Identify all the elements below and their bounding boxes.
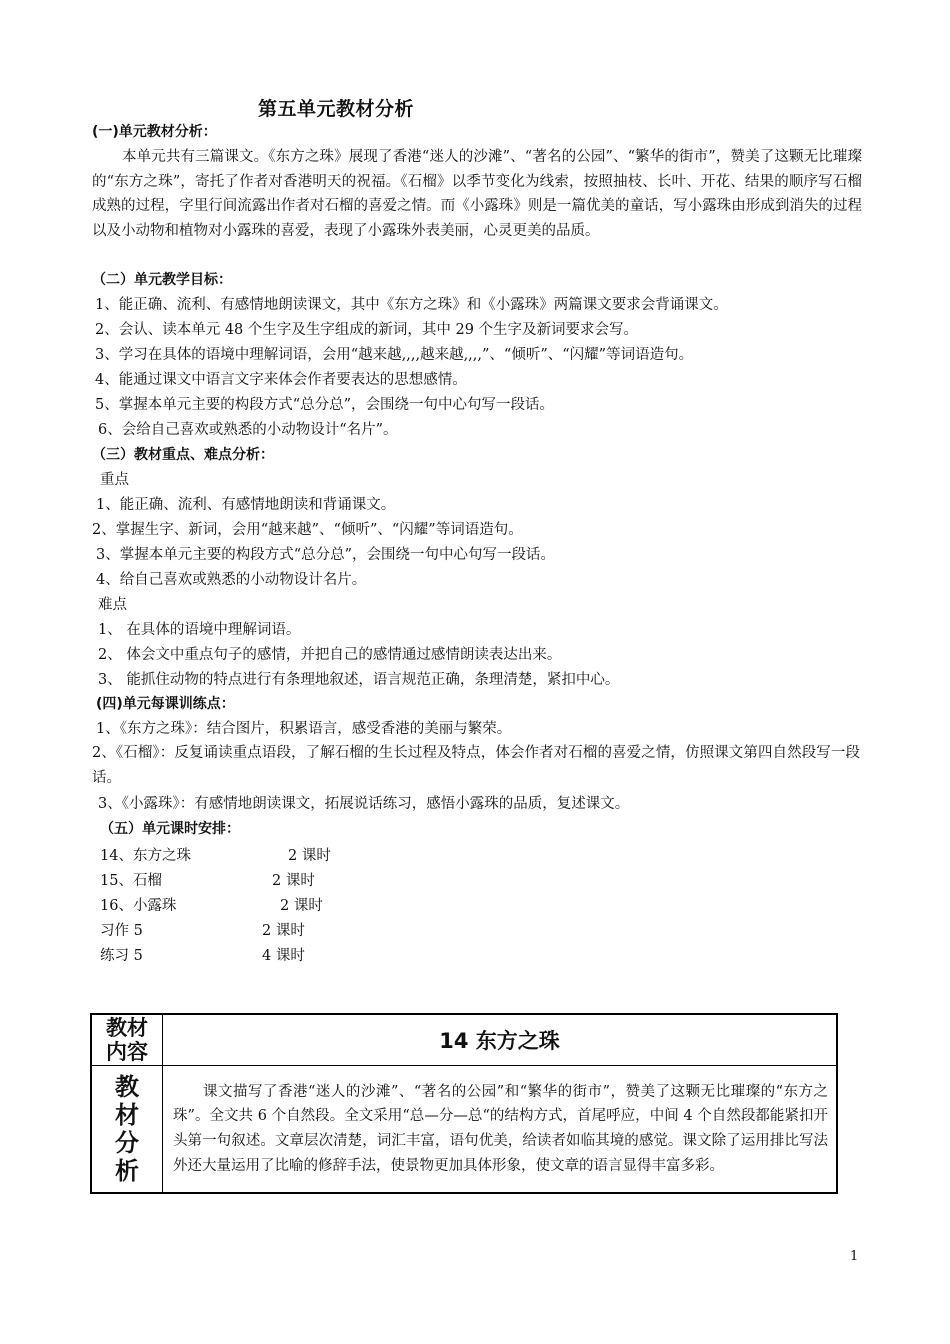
lesson-analysis-table — [90, 1013, 838, 1194]
objective-item: 3、学习在具体的语境中理解词语，会用“越来越,,,,越来越,,,,”、“倾听”、“闪耀”等词语造句。 — [95, 347, 694, 363]
section-heading-3: （三）教材重点、难点分析： — [92, 447, 274, 463]
training-item: 3、《小露珠》：有感情地朗读课文，拓展说话练习，感悟小露珠的品质，复述课文。 — [98, 796, 630, 812]
key-point-item: 1、能正确、流利、有感情地朗读和背诵课文。 — [96, 497, 396, 513]
lesson-title: 14 东方之珠 — [163, 1014, 838, 1066]
schedule-lesson-name: 14、东方之珠 — [100, 848, 191, 864]
content-label-cell — [91, 1014, 163, 1066]
section-heading-4: (四)单元每课训练点： — [96, 696, 235, 712]
analysis-label-cell — [91, 1066, 163, 1194]
objective-item: 1、能正确、流利、有感情地朗读课文，其中《东方之珠》和《小露珠》两篇课文要求会背诵课文。 — [95, 297, 728, 313]
key-point-item: 3、掌握本单元主要的构段方式“总分总”，会围绕一句中心句写一段话。 — [96, 547, 556, 563]
schedule-lesson-name: 15、石榴 — [100, 873, 162, 889]
schedule-lesson-hours: 2 课时 — [262, 923, 305, 939]
training-item: 2、《石榴》：反复诵读重点语段，了解石榴的生长过程及特点，体会作者对石榴的喜爱之情，仿照课文第四自然段写一段话。 — [92, 745, 860, 786]
section-heading-1: (一)单元教材分析： — [92, 124, 217, 140]
schedule-lesson-hours: 2 课时 — [288, 848, 331, 864]
schedule-lesson-hours: 4 课时 — [262, 948, 305, 964]
key-point-item: 2、掌握生字、新词，会用“越来越”、“倾听”、“闪耀”等词语造句。 — [92, 522, 523, 538]
schedule-lesson-hours: 2 课时 — [272, 873, 315, 889]
table-row — [91, 1066, 837, 1194]
table-row — [91, 1014, 837, 1066]
objective-item: 2、会认、读本单元 48 个生字及生字组成的新词，其中 29 个生字及新词要求会写。 — [95, 322, 639, 338]
page-number: 1 — [850, 1249, 859, 1264]
difficulty-item: 3、 能抓住动物的特点进行有条理地叙述，语言规范正确，条理清楚，紧扣中心。 — [98, 672, 620, 688]
difficulty-item: 1、 在具体的语境中理解词语。 — [98, 622, 301, 638]
key-points-label: 重点 — [100, 472, 129, 488]
objective-item: 5、掌握本单元主要的构段方式“总分总”，会围绕一句中心句写一段话。 — [95, 397, 555, 413]
schedule-lesson-name: 练习 5 — [100, 948, 143, 964]
analysis-text: 课文描写了香港“迷人的沙滩”、“著名的公园”和“繁华的街市”，赞美了这颗无比璀璨的“东方之珠”。全文共 6 个自然段。全文采用“总—分—总“的结构方式，首尾呼应，中间 4 个自然段都能紧扣开头第一句叙述。文章层次清楚，词汇丰富，语句优美，给读者如临其境的感觉。课文除了运用排比写法外还大量运用了比喻的修辞手法，使景物更加具体形象，使文章的语言显得丰富多彩。 — [163, 1066, 838, 1194]
schedule-lesson-name: 16、小露珠 — [100, 898, 177, 914]
schedule-lesson-hours: 2 课时 — [280, 898, 323, 914]
section-1-paragraph: 本单元共有三篇课文。《东方之珠》展现了香港“迷人的沙滩”、“著名的公园”、“繁华的街市”，赞美了这颗无比璀璨的“东方之珠”，寄托了作者对香港明天的祝福。《石榴》以季节变化为线索，按照抽枝、长叶、开花、结果的顺序写石榴成熟的过程，字里行间流露出作者对石榴的喜爱之情。而《小露珠》则是一篇优美的童话，写小露珠由形成到消失的过程以及小动物和植物对小露珠的喜爱，表现了小露珠外表美丽，心灵更美的品质。 — [92, 149, 862, 239]
section-heading-2: （二）单元教学目标： — [92, 272, 232, 288]
schedule-lesson-name: 习作 5 — [100, 923, 143, 939]
analysis-label: 教材分析 — [115, 1073, 139, 1185]
content-label: 教材内容 — [106, 1016, 148, 1064]
document-title: 第五单元教材分析 — [258, 98, 415, 120]
key-point-item: 4、给自己喜欢或熟悉的小动物设计名片。 — [96, 572, 367, 588]
training-item: 1、《东方之珠》：结合图片，积累语言，感受香港的美丽与繁荣。 — [96, 721, 512, 737]
difficulty-label: 难点 — [98, 597, 127, 613]
section-heading-5: （五）单元课时安排： — [100, 821, 240, 837]
objective-item: 6、会给自己喜欢或熟悉的小动物设计“名片”。 — [98, 422, 398, 438]
objective-item: 4、能通过课文中语言文字来体会作者要表达的思想感情。 — [95, 372, 467, 388]
difficulty-item: 2、 体会文中重点句子的感情，并把自己的感情通过感情朗读表达出来。 — [98, 647, 562, 663]
